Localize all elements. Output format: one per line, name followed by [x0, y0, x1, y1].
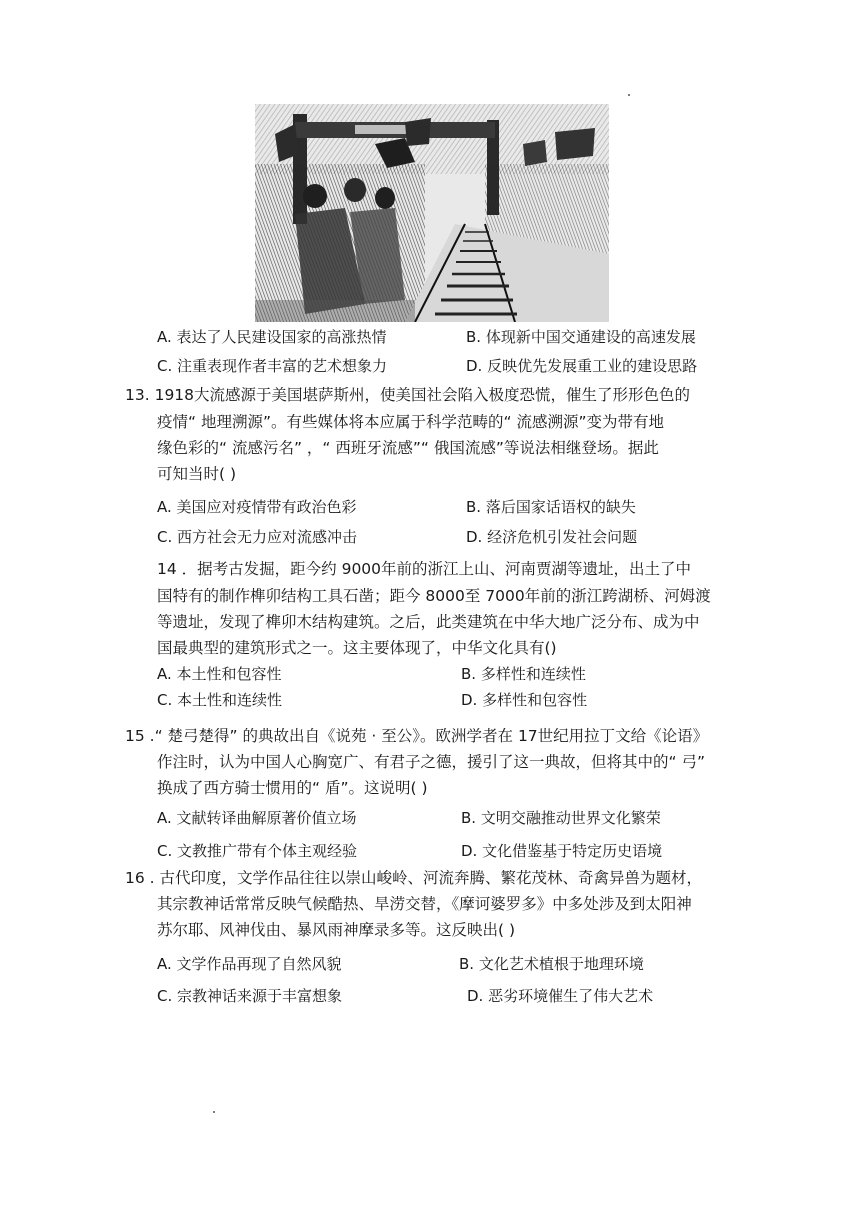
scan-speck — [628, 94, 630, 96]
q13-stem-line-2: 疫情“ 地理溯源”。有些媒体将本应属于科学范畴的“ 流感溯源”变为带有地 — [157, 413, 664, 431]
scan-speck — [213, 1111, 215, 1113]
q16-stem-line-3: 苏尔耶、风神伐由、暴风雨神摩录多等。这反映出( ) — [157, 921, 516, 939]
q15-option-a: A. 文献转译曲解原著价值立场 — [157, 809, 357, 827]
q15-stem-line-2: 作注时，认为中国人心胸宽广、有君子之德，援引了这一典故，但将其中的“ 弓” — [157, 753, 705, 771]
q13-stem-line-1: 13. 1918大流感源于美国堪萨斯州，使美国社会陷入极度恐慌，催生了形形色色的 — [125, 386, 691, 404]
q16-option-b: B. 文化艺术植根于地理环境 — [459, 955, 644, 973]
q13-option-d: D. 经济危机引发社会问题 — [466, 528, 638, 546]
q16-option-c: C. 宗教神话来源于丰富想象 — [157, 987, 343, 1005]
q14-option-b: B. 多样性和连续性 — [461, 665, 586, 683]
q13-option-c: C. 西方社会无力应对流感冲击 — [157, 528, 358, 546]
q15-stem-line-3: 换成了西方骑士惯用的“ 盾”。这说明( ) — [157, 779, 428, 797]
q14-stem-line-3: 等遗址，发现了榫卯木结构建筑。之后，此类建筑在中华大地广泛分布、成为中 — [157, 613, 700, 631]
q15-option-c: C. 文教推广带有个体主观经验 — [157, 842, 358, 860]
q16-option-a: A. 文学作品再现了自然风貌 — [157, 955, 342, 973]
q14-stem-line-4: 国最典型的建筑形式之一。这主要体现了，中华文化具有() — [157, 639, 557, 657]
q14-option-d: D. 多样性和包容性 — [461, 691, 588, 709]
q16-option-d: D. 恶劣环境催生了伟大艺术 — [467, 987, 654, 1005]
q12-option-b: B. 体现新中国交通建设的高速发展 — [466, 328, 696, 346]
q16-stem-line-1: 16 . 古代印度，文学作品往往以崇山峻岭、河流奔腾、繁花茂林、奇禽异兽为题材， — [125, 869, 703, 887]
q12-option-a: A. 表达了人民建设国家的高涨热情 — [157, 328, 387, 346]
q12-option-d: D. 反映优先发展重工业的建设思路 — [466, 357, 698, 375]
railway-celebration-illustration — [255, 104, 609, 322]
q14-stem-line-2: 国特有的制作榫卯结构工具石凿；距今 8000至 7000年前的浙江跨湖桥、河姆渡 — [157, 587, 711, 605]
q13-option-b: B. 落后国家话语权的缺失 — [466, 498, 636, 516]
q13-stem-line-3: 缘色彩的“ 流感污名” ，“ 西班牙流感”“ 俄国流感”等说法相继登场。据此 — [157, 439, 659, 457]
q13-option-a: A. 美国应对疫情带有政治色彩 — [157, 498, 357, 516]
q16-stem-line-2: 其宗教神话常常反映气候酷热、旱涝交替，《摩诃婆罗多》中多处涉及到太阳神 — [157, 895, 692, 913]
q13-stem-line-4: 可知当时( ) — [157, 465, 237, 483]
q14-stem-line-1: 14 ．据考古发掘，距今约 9000年前的浙江上山、河南贾湖等遗址，出土了中 — [157, 560, 692, 578]
q12-option-c: C. 注重表现作者丰富的艺术想象力 — [157, 357, 388, 375]
q14-option-c: C. 本土性和连续性 — [157, 691, 283, 709]
q15-stem-line-1: 15 .“ 楚弓楚得” 的典故出自《说苑 · 至公》。欧洲学者在 17世纪用拉丁文给《论语》 — [125, 727, 709, 745]
q14-option-a: A. 本土性和包容性 — [157, 665, 282, 683]
q15-option-d: D. 文化借鉴基于特定历史语境 — [461, 842, 663, 860]
q15-option-b: B. 文明交融推动世界文化繁荣 — [461, 809, 661, 827]
